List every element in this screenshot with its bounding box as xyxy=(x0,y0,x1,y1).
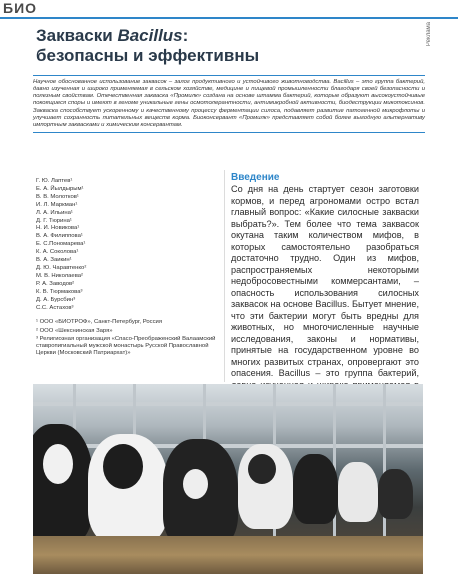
author-name: Д. Ю. Чаравтенко² xyxy=(36,264,87,271)
title-suffix: : xyxy=(182,26,189,45)
cow-spot xyxy=(183,469,208,499)
article-lead: Научное обоснованное использование заквасок – залог продуктивного и устойчивого животноводства. Bacillus – это группа бактерий, давно изученная и широко применяемая в сельском хозяйстве, медицине и пищевой промышленности благодаря своей безопасности и полезным свойствам. Отечественная закваска «Промилк» создана на основе штамма бактерий, которые образуют высокоустойчивые покоящиеся споры и имеют в геноме уникальные гены осмотолерантности, антимикробной активности, биодеструкции микотоксинов. Закваска способствует ускоренному и качественному процессу ферментации силоса, подавляет развитие патогенной микрофлоты и улучшает сохранность питательных веществ корма. Биоконсервант «Промилк» представляет собой более выгодную альтернативу импортным заквасками и химическим консервантам. xyxy=(33,75,425,133)
author-name: И. Л. Маркман¹ xyxy=(36,201,78,208)
top-rule xyxy=(0,17,458,19)
cow xyxy=(293,454,338,524)
article-title xyxy=(36,26,406,66)
column-divider xyxy=(224,170,225,382)
author-name: Е. С.Пономарева¹ xyxy=(36,241,86,248)
affiliation-list xyxy=(36,319,216,357)
barn-rail xyxy=(33,402,423,406)
author-name: Н. И. Новикова¹ xyxy=(36,225,80,232)
intro-text: Со дня на день стартует сезон заготовки кормов, и перед агрономами остро встал главный вопрос: «Какие силосные закваски выбрать?». Тем более что тема заквасок окутана таким количеством мифов, в которых самостоятельно разобраться достаточно трудно. Один из мифов, распространяемых некоторыми недобросовестными коммерсантами, – опасность использования силосных заквасок на основе Bacillus. Бытует мнение, что эти бактерии могут быть вредны для животных, но многочисленные научные исследования, законы и нормативы, принятые на государственном уровне во многих развитых странах, опровергают это опасения. Bacillus – это группа бактерий, xyxy=(231,184,419,378)
author-name: К. В. Тюрмакова³ xyxy=(36,288,83,295)
author-name: Д. А. Бурсбин³ xyxy=(36,296,76,303)
intro-heading: Введение xyxy=(231,172,280,183)
cow-spot xyxy=(248,454,276,484)
author-name: Р. А. Заводов² xyxy=(36,280,75,287)
author-name: Д. Г. Тюрина¹ xyxy=(36,217,72,224)
authors-column xyxy=(36,178,216,358)
author-name: Е. А. Йылдырым¹ xyxy=(36,185,84,192)
title-prefix: Закваски xyxy=(36,26,118,45)
author-name: В. А. Заикин¹ xyxy=(36,257,72,264)
cow-spot xyxy=(103,444,143,489)
cow xyxy=(338,462,378,522)
barn-rail xyxy=(33,444,423,448)
author-list xyxy=(36,178,216,312)
cows-barn-photo xyxy=(33,384,423,574)
title-italic: Bacillus xyxy=(117,26,183,45)
author-name: В. А. Филиппова¹ xyxy=(36,233,83,240)
cow-spot xyxy=(43,444,73,484)
author-name: К. А. Соколова¹ xyxy=(36,249,79,256)
affiliation: ¹ ООО «БИОТРОФ», Санкт-Петербург, Россия xyxy=(36,319,163,326)
ad-label: Реклама xyxy=(426,22,432,47)
affiliation: ² ООО «Шекснинская Заря» xyxy=(36,327,113,334)
author-name: М. В. Николаева² xyxy=(36,272,84,279)
author-name: С.С. Астахов³ xyxy=(36,304,74,311)
hay-feed xyxy=(33,536,423,574)
cow xyxy=(33,424,93,544)
top-bar xyxy=(0,0,458,16)
affiliation: ³ Религиозная организация «Спасо-Преображенский Валаамский ставропигиальный мужской монастырь Русской Православной Церкви (Московский Патриархат)» xyxy=(36,335,216,357)
title-line2: безопасны и эффективны xyxy=(36,46,260,65)
author-name: Л. А. Ильина¹ xyxy=(36,209,73,216)
author-name: В. В. Молотков¹ xyxy=(36,193,79,200)
cow xyxy=(378,469,413,519)
author-name: Г. Ю. Лаптев¹ xyxy=(36,178,73,184)
section-tag: БИО xyxy=(3,0,38,16)
